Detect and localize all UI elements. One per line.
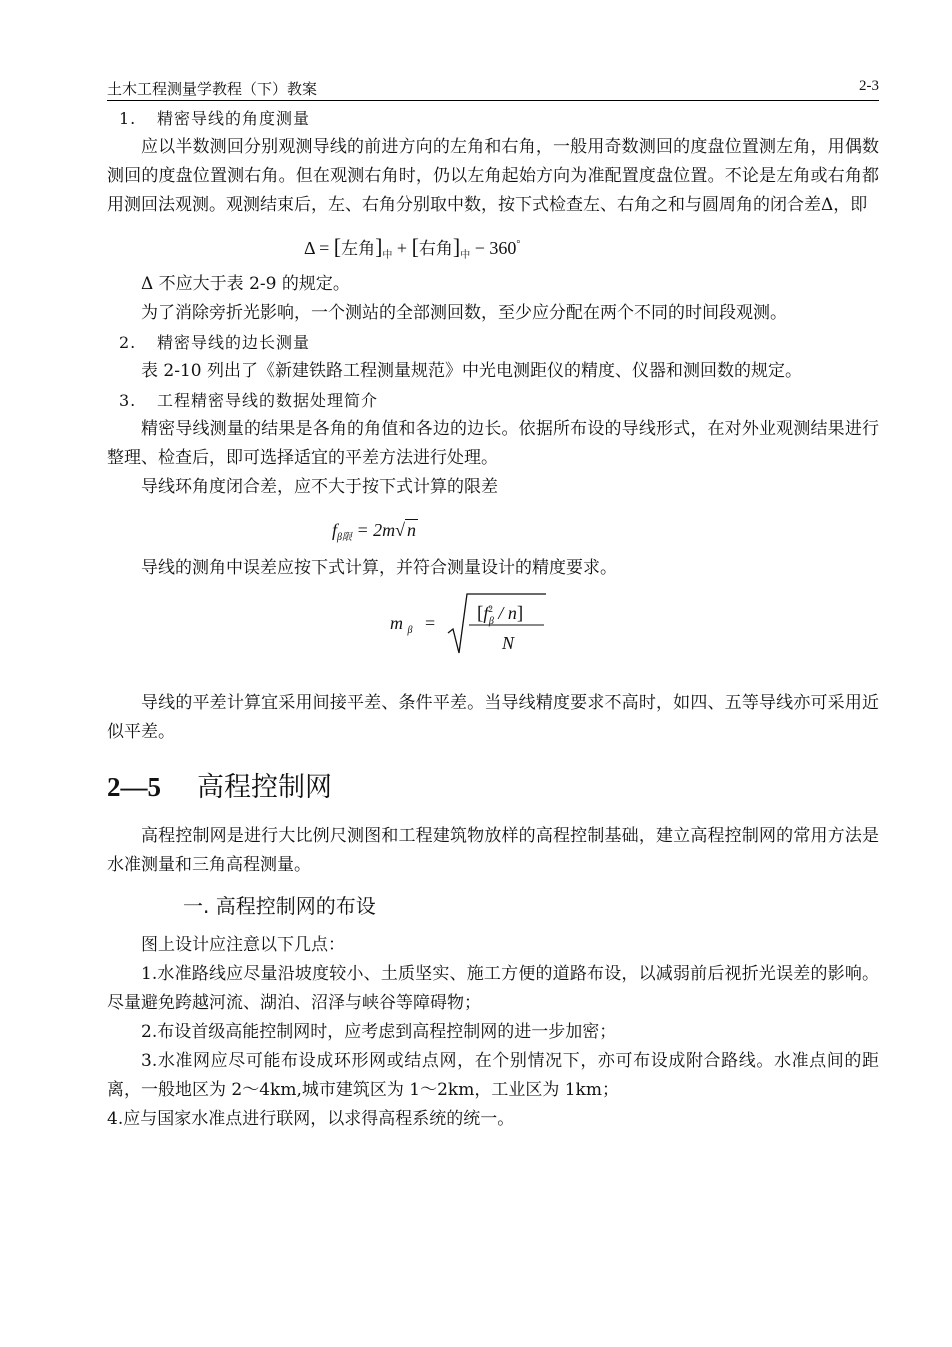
equation-rms <box>107 587 879 671</box>
bracket-close: ] <box>452 234 461 259</box>
header-page-number: 2-3 <box>859 78 879 94</box>
eq3-equals: = <box>424 613 436 633</box>
eq2-f: f <box>332 520 338 540</box>
subheading-1 <box>107 104 879 133</box>
bracket-close: ] <box>375 234 383 259</box>
subheading-1-title: 精密导线的角度测量 <box>157 109 311 128</box>
page-content <box>107 104 879 1134</box>
paragraph: 1.水准路线应尽量沿坡度较小、土质坚实、施工方便的道路布设，以减弱前后视折光误差的影响。尽量避免跨越河流、湖泊、沼泽与峡谷等障碍物； <box>107 964 879 1013</box>
eq3-num-f: f <box>483 603 489 623</box>
eq3-num-rest: / n <box>498 603 517 623</box>
paragraph: 图上设计应注意以下几点： <box>141 935 345 955</box>
eq2-n: n <box>407 520 417 540</box>
paragraph: 导线的测角中误差应按下式计算，并符合测量设计的精度要求。 <box>141 558 617 578</box>
equation-tolerance <box>107 506 879 550</box>
bracket-open: [ <box>411 234 419 259</box>
eq3-subscript: β <box>407 625 413 636</box>
paragraph: 导线环角度闭合差，应不大于按下式计算的限差 <box>141 477 498 497</box>
section-number: 2—5 <box>107 772 161 802</box>
eq-delta: Δ <box>304 238 315 258</box>
paragraph: 4.应与国家水准点进行联网，以求得高程系统的统一。 <box>107 1109 515 1129</box>
subheading-2 <box>107 328 879 357</box>
bracket-close: ] <box>516 603 524 624</box>
subheading-1-number: 1. <box>119 109 137 128</box>
eq-right-angle: 右角 <box>418 239 453 259</box>
header-title: 土木工程测量学教程（下）教案 <box>107 80 318 98</box>
equation-closure <box>107 224 879 266</box>
eq-equals: = <box>319 238 330 258</box>
eq-subscript: 中 <box>460 250 471 261</box>
bracket-open: [ <box>333 234 342 259</box>
eq3-denominator: N <box>502 633 515 653</box>
paragraph: Δ 不应大于表 2-9 的规定。 <box>141 274 350 294</box>
sqrt-icon: √ <box>395 520 406 540</box>
page-header <box>107 78 879 101</box>
subheading-3-number: 3. <box>119 391 137 410</box>
eq-left-angle: 左角 <box>341 239 376 259</box>
paragraph: 导线的平差计算宜采用间接平差、条件平差。当导线精度要求不高时，如四、五等导线亦可采用近似平差。 <box>107 693 879 742</box>
eq3-num-sub: β <box>488 615 494 627</box>
paragraph: 精密导线测量的结果是各角的角值和各边的边长。依据所布设的导线形式，在对外业观测结果进行整理、检查后，即可选择适宜的平差方法进行处理。 <box>107 419 879 468</box>
paragraph: 3.水准网应尽可能布设成环形网或结点网，在个别情况下，亦可布设成附合路线。水准点间的距离，一般地区为 2～4km,城市建筑区为 1～2km，工业区为 1km； <box>107 1051 879 1100</box>
paragraph: 为了消除旁折光影响，一个测站的全部测回数，至少应分配在两个不同的时间段观测。 <box>141 303 787 323</box>
eq2-rhs: = 2m <box>356 520 396 540</box>
subheading-2-number: 2. <box>119 333 137 352</box>
subheading-2-title: 精密导线的边长测量 <box>157 333 311 352</box>
eq-plus: + <box>396 238 408 258</box>
eq-degree: ° <box>516 239 521 250</box>
subheading-3-title: 工程精密导线的数据处理简介 <box>157 391 379 410</box>
paragraph: 应以半数测回分别观测导线的前进方向的左角和右角，一般用奇数测回的度盘位置测左角，用偶数测回的度盘位置测右角。但在观测右角时，仍以左角起始方向为准配置度盘位置。不论是左角或右角都用测回法观测。观测结束后，左、右角分别取中数，按下式检查左、右角之和与圆周角的闭合差Δ，即 <box>107 137 879 215</box>
section-heading <box>107 773 879 802</box>
subheading-3 <box>107 386 879 415</box>
paragraph: 高程控制网是进行大比例尺测图和工程建筑物放样的高程控制基础，建立高程控制网的常用方法是水准测量和三角高程测量。 <box>107 826 879 875</box>
eq3-m: m <box>390 613 403 633</box>
paragraph: 2.布设首级高能控制网时，应考虑到高程控制网的进一步加密； <box>141 1022 617 1042</box>
subsection-heading: 一. 高程控制网的布设 <box>183 894 376 918</box>
section-title: 高程控制网 <box>197 772 332 803</box>
eq-subscript: 中 <box>382 250 393 261</box>
eq3-num-sup: 2 <box>488 604 493 614</box>
bracket-open: [ <box>477 603 484 624</box>
paragraph: 表 2-10 列出了《新建铁路工程测量规范》中光电测距仪的精度、仪器和测回数的规定。 <box>141 361 802 381</box>
eq2-subscript: β限 <box>337 532 352 543</box>
eq-minus-360: − 360 <box>474 238 517 258</box>
